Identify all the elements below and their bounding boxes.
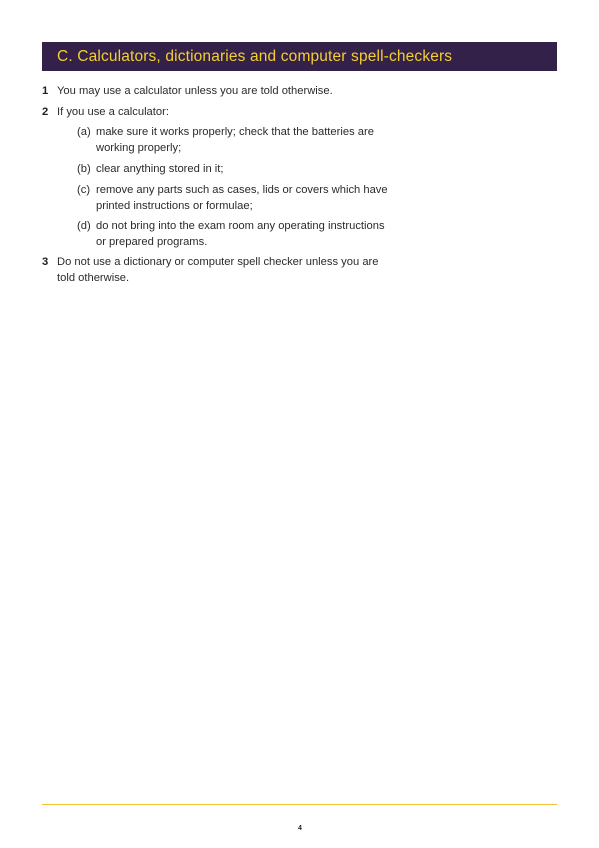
sub-item-letter: (a) bbox=[77, 126, 91, 138]
sub-item-text-line: make sure it works properly; check that the batteries are bbox=[96, 126, 374, 138]
item-number: 2 bbox=[42, 106, 49, 118]
sub-item-text-line: remove any parts such as cases, lids or covers which have bbox=[96, 184, 388, 196]
sub-item-text-line: working properly; bbox=[96, 141, 182, 154]
sub-item-text-line: or prepared programs. bbox=[96, 235, 208, 248]
sub-item-letter: (d) bbox=[77, 220, 91, 232]
item-text-line: told otherwise. bbox=[57, 271, 130, 284]
section-title: C. Calculators, dictionaries and computer spell-checkers bbox=[57, 47, 453, 65]
sub-item-letter: (b) bbox=[77, 163, 91, 175]
item-text-line: You may use a calculator unless you are told otherwise. bbox=[57, 85, 333, 97]
item-number: 1 bbox=[42, 85, 49, 97]
page-number: 4 bbox=[298, 825, 302, 832]
item-text-line: If you use a calculator: bbox=[57, 106, 169, 118]
sub-item-text-line: clear anything stored in it; bbox=[96, 163, 224, 175]
sub-item-text-line: do not bring into the exam room any operating instructions bbox=[96, 220, 385, 232]
item-number: 3 bbox=[42, 256, 49, 268]
footer-divider bbox=[42, 804, 557, 805]
section-header bbox=[42, 42, 557, 71]
sub-item-letter: (c) bbox=[77, 184, 91, 196]
item-text-line: Do not use a dictionary or computer spell checker unless you are bbox=[57, 256, 379, 268]
sub-item-text-line: printed instructions or formulae; bbox=[96, 199, 253, 212]
